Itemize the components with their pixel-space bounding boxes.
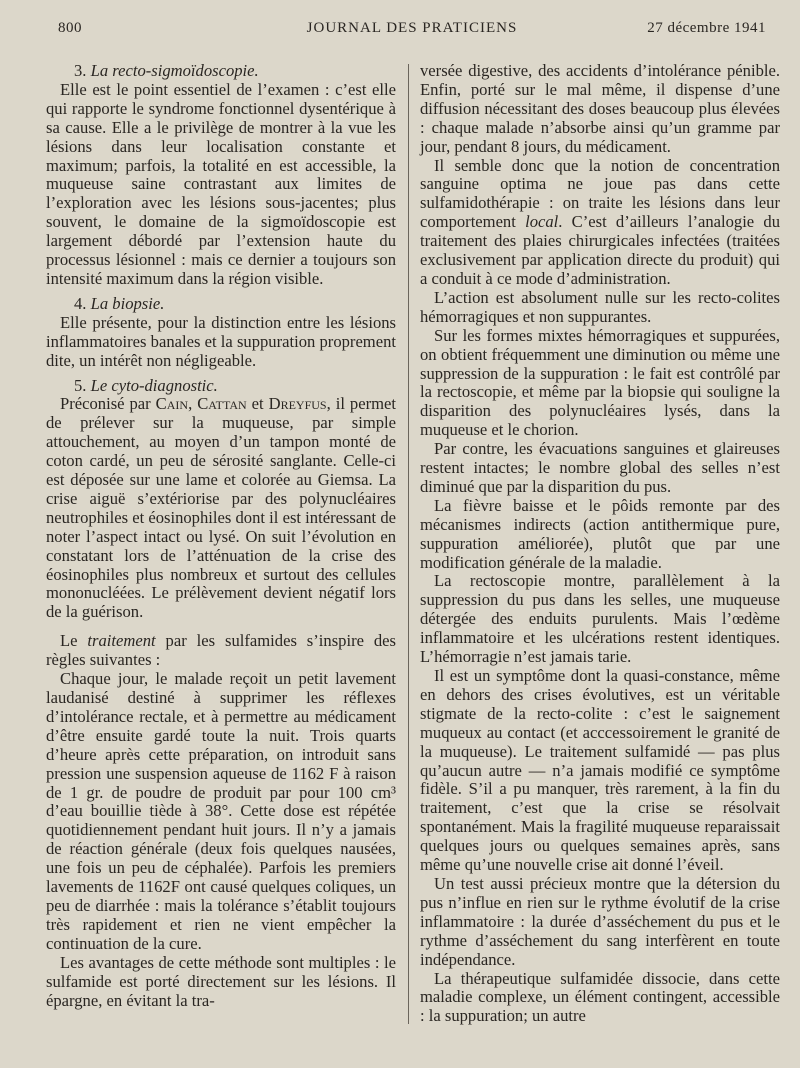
paragraph: Il est un symptôme dont la quasi-constance, même en dehors des crises évolutives, est un véritable stigmate de la recto-colite : c’est le saignement muqueux au contact (et acccessoirement le granité de la muqueuse). Le traitement sulfamidé — pas plus qu’aucun autre — n’a jamais modifié ce symptôme fidèle. S’il a pu manquer, très rarement, à la fin du traitement, c’est que la crise se résolvait spontanément. Mais la fragilité muqueuse reparaissait quelques jours ou quelques semaines après, sans même qu’une nouvelle crise ait donné l’éveil. [420, 666, 780, 875]
paragraph: Sur les formes mixtes hémorragiques et suppurées, on obtient fréquemment une diminution ou même une suppression de la suppuration : le fait est contrôlé par la rectoscopie, et même par la biopsie qui souligne la disparition des polynucléaires lysés, dans la muqueuse et le chorion. [420, 325, 780, 440]
author-name: Cain [155, 394, 189, 414]
paragraph: La fièvre baisse et le pôids remonte par des mécanismes indirects (action antithermique pure, suppuration améliorée), plutôt que par une modification générale de la maladie. [420, 495, 780, 572]
section-heading-4: 4. La biopsie. [74, 293, 165, 313]
page-number: 800 [58, 20, 82, 36]
paragraph: L’action est absolument nulle sur les recto-colites hémorragiques et non suppurantes. [420, 287, 780, 326]
paragraph: Chaque jour, le malade reçoit un petit lavement laudanisé destiné à supprimer les réflexes d’intolérance rectale, et à permettre au médicament d’être ensuite gardé toute la nuit. Trois quarts d’heure après cette préparation, on introduit sans pression une suspension aqueuse de 1162 F à raison de 1 gr. de poudre de produit par pour 100 cm³ d’eau bouillie tiède à 38°. Cette dose est répétée quotidiennement pendant huit jours. Il n’y a jamais de réaction générale (deux fois quelques nausées, une fois un peu de céphalée). Parfois les premiers lavements de 1162F ont causé quelques coliques, un peu de diarrhée : mais la tolérance s’établit toujours très rapidement et rien ne vient empêcher la continuation de la cure. [46, 669, 396, 953]
paragraph: La rectoscopie montre, parallèlement à la suppression du pus dans les selles, une muqueuse détergée des enduits purulents. Mais l’œdème inflammatoire et les ulcérations restent identiques. L’hémorragie n’est jamais tarie. [420, 571, 780, 667]
issue-date: 27 décembre 1941 [647, 20, 766, 36]
paragraph: La thérapeutique sulfamidée dissocie, dans cette maladie complexe, un élément contingent, accessible : la suppuration; un autre [420, 968, 780, 1026]
paragraph: Le traitement par les sulfamides s’inspire des règles suivantes : [46, 631, 396, 670]
paragraph: Préconisé par Cain, Cattan et Dreyfus, il permet de prélever sur la muqueuse, par simple attouchement, au moyen d’un tampon monté de coton cardé, un peu de sérosité sanglante. Celle-ci est déposée sur une lame et colorée au Giemsa. La crise aiguë s’extériorise par des polynucléaires neutrophiles et éosinophiles dont il est intéressant de noter l’aspect intact ou lysé. On suit l’évolution en constatant lors de l’atténuation de la crise des éosinophiles plus nombreux et surtout des cellules mononucléées. Le prélèvement devient négatif lors de la guérison. [46, 394, 396, 622]
section-heading-5: 5. Le cyto-diagnostic. [74, 375, 218, 395]
author-name: Dreyfus [268, 394, 327, 414]
right-column [420, 62, 780, 1026]
paragraph: versée digestive, des accidents d’intolérance pénible. Enfin, porté sur le mal même, il dispense d’une diffusion nécessitant des doses beaucoup plus élevées : chaque malade n’absorbe ainsi qu’un gramme par jour, pendant 8 jours, du médicament. [420, 61, 780, 156]
journal-title: JOURNAL DES PRATICIENS [306, 20, 518, 36]
paragraph: Elle est le point essentiel de l’examen : c’est elle qui rapporte le syndrome fonctionnel dysentérique à sa cause. Elle a le privilège de montrer à la vue les lésions dans leur localisation constante et maximum; parfois, la totalité en est accessible, la muqueuse saine contrastant aux limites de l’exploration avec les lésions sous-jacentes; plus souvent, le domaine de la sigmoïdoscopie est largement débordé par l’extension haute du processus lésionnel : mais ce dernier a toujours son intensité maximum dans la région visible. [46, 79, 396, 288]
paragraph: Un test aussi précieux montre que la détersion du pus n’influe en rien sur le rythme évolutif de la crise inflammatoire : la durée d’asséchement du pus et le rythme d’asséchement du sang interfèrent en toute indépendance. [420, 873, 780, 969]
running-header [58, 16, 766, 40]
paragraph: Il semble donc que la notion de concentration sanguine optima ne joue pas dans cette sulfamidothérapie : on traite les lésions dans leur comportement local. C’est d’ailleurs l’analogie du traitement des plaies chirurgicales infectées (traitées exclusivement par application directe du produit) qui a conduit à ce mode d’administration. [420, 155, 781, 288]
column-divider [408, 64, 409, 1024]
author-name: Cattan [197, 394, 247, 414]
paragraph: Les avantages de cette méthode sont multiples : le sulfamide est porté directement sur les lésions. Il épargne, en évitant la tra- [46, 952, 396, 1010]
paragraph: Par contre, les évacuations sanguines et glaireuses restent intactes; le nombre global des selles n’est diminué que par la disparition du pus. [420, 439, 780, 496]
section-heading-3: 3. La recto-sigmoïdoscopie. [74, 61, 259, 80]
left-column [46, 62, 396, 1010]
paragraph: Elle présente, pour la distinction entre les lésions inflammatoires banales et la suppuration proprement dite, un intérêt non négligeable. [46, 312, 396, 370]
